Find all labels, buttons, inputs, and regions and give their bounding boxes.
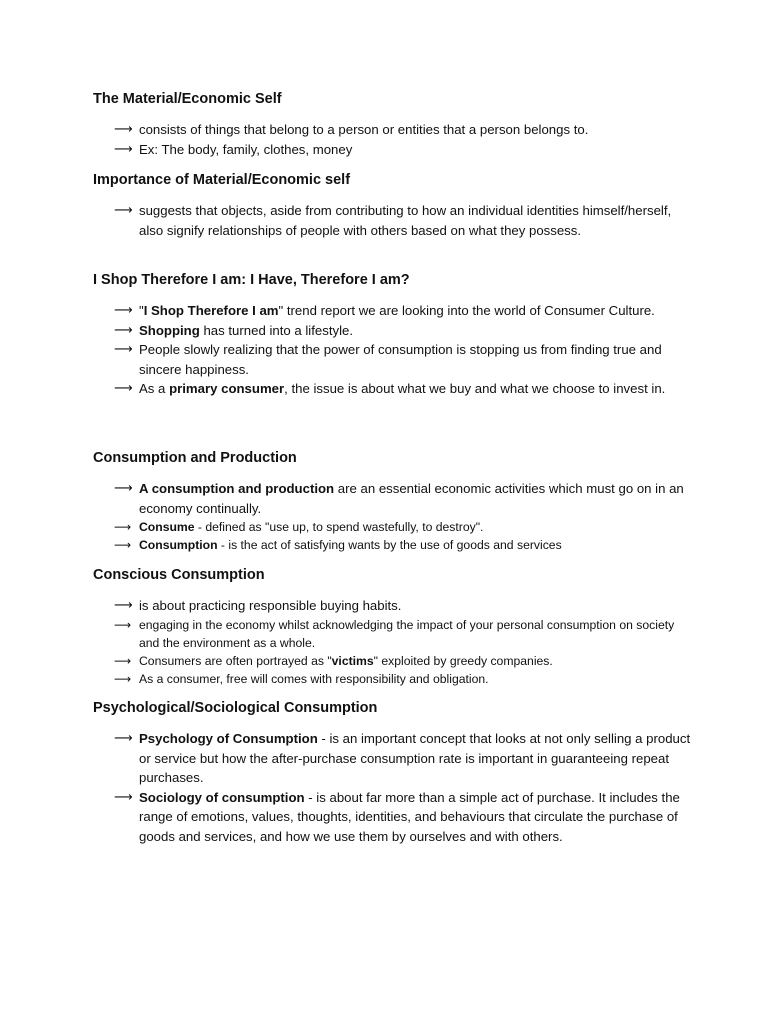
bullet-text-suffix: " exploited by greedy companies. (373, 653, 553, 668)
arrow-bullet-icon: ⟶ (114, 342, 133, 357)
bullet-bold-term: Consumption (139, 538, 218, 552)
bullet-text-suffix: - is the act of satisfying wants by the use of goods and services (217, 538, 562, 552)
section-material-economic-self (93, 89, 693, 159)
bullet-item (93, 536, 693, 554)
bullet-text: engaging in the economy whilst acknowledging the impact of your personal consumption on society and the environment as a whole. (139, 617, 675, 650)
bullet-list (93, 596, 693, 616)
bullet-text-suffix: " trend report we are looking into the world of Consumer Culture. (278, 303, 655, 318)
bullet-item (93, 120, 693, 140)
bullet-text: consists of things that belong to a person or entities that a person belongs to. (139, 122, 589, 137)
arrow-bullet-icon: ⟶ (114, 481, 133, 496)
bullet-text: People slowly realizing that the power of consumption is stopping us from finding true and sincere happiness. (139, 342, 662, 377)
bullet-text-suffix: - defined as "use up, to spend wastefully, to destroy". (194, 520, 484, 534)
bullet-item (93, 729, 693, 788)
bullet-text: Ex: The body, family, clothes, money (139, 141, 353, 157)
bullet-text-prefix: Consumers are often portrayed as " (139, 653, 332, 668)
section-heading: The Material/Economic Self (93, 91, 282, 107)
bullet-text: As a consumer, free will comes with responsibility and obligation. (139, 671, 489, 686)
bullet-bold-term: primary consumer (169, 381, 285, 396)
bullet-bold-term: victims (331, 653, 374, 668)
bullet-item (93, 321, 693, 341)
bullet-item (93, 652, 693, 670)
section-heading: I Shop Therefore I am: I Have, Therefore I am? (93, 272, 410, 288)
bullet-text-prefix: " (139, 303, 144, 318)
section-i-shop-therefore-i-am (93, 270, 693, 399)
section-heading: Consumption and Production (93, 450, 297, 466)
arrow-bullet-icon: ⟶ (114, 122, 133, 137)
bullet-bold-term: Shopping (139, 322, 200, 338)
arrow-bullet-icon: ⟶ (114, 538, 132, 552)
section-heading: Psychological/Sociological Consumption (93, 700, 378, 716)
bullet-text: suggests that objects, aside from contributing to how an individual identities himself/herself, also signify relationships of people with others based on what they possess. (139, 203, 672, 238)
bullet-item (93, 670, 693, 688)
bullet-bold-term: I Shop Therefore I am (143, 303, 279, 318)
bullet-item (93, 301, 693, 321)
bullet-list (93, 120, 693, 159)
bullet-text-suffix: , the issue is about what we buy and what we choose to invest in. (284, 381, 666, 396)
bullet-item (93, 616, 693, 652)
bullet-item (93, 140, 693, 160)
section-psychological-sociological-consumption (93, 698, 693, 846)
bullet-item (93, 201, 693, 240)
arrow-bullet-icon: ⟶ (114, 381, 133, 396)
bullet-item (93, 518, 693, 536)
bullet-list (93, 201, 693, 240)
section-importance-material-self (93, 170, 693, 240)
bullet-item (93, 479, 693, 518)
arrow-bullet-icon: ⟶ (114, 789, 133, 805)
bullet-list (93, 518, 693, 554)
arrow-bullet-icon: ⟶ (114, 520, 132, 534)
arrow-bullet-icon: ⟶ (114, 653, 132, 668)
bullet-item (93, 596, 693, 616)
bullet-item (93, 788, 693, 847)
bullet-text-suffix: - is about far more than a simple act of purchase. It includes the range of emotions, values, thoughts, identities, and behaviours that circulate the purchase of goods and services, and how we use them by ourselves and with others. (139, 789, 680, 844)
section-heading: Conscious Consumption (93, 567, 265, 583)
arrow-bullet-icon: ⟶ (114, 322, 133, 338)
bullet-text-prefix: As a (139, 381, 170, 396)
bullet-bold-term: A consumption and production (139, 481, 335, 496)
arrow-bullet-icon: ⟶ (114, 303, 133, 318)
arrow-bullet-icon: ⟶ (114, 617, 132, 632)
section-conscious-consumption (93, 565, 693, 688)
arrow-bullet-icon: ⟶ (114, 671, 132, 686)
bullet-item (93, 340, 693, 379)
bullet-bold-term: Consume (139, 520, 195, 534)
bullet-text-suffix: are an essential economic activities which must go on in an economy continually. (139, 481, 684, 516)
bullet-list (93, 729, 693, 846)
bullet-text-suffix: - is an important concept that looks at not only selling a product or service but how the after-purchase consumption rate is important in guaranteeing repeat purchases. (139, 731, 691, 785)
bullet-list (93, 616, 693, 688)
arrow-bullet-icon: ⟶ (114, 141, 133, 157)
section-heading: Importance of Material/Economic self (93, 172, 351, 188)
arrow-bullet-icon: ⟶ (114, 598, 133, 613)
bullet-text: is about practicing responsible buying habits. (139, 598, 402, 613)
bullet-bold-term: Psychology of Consumption (139, 731, 318, 746)
bullet-item (93, 379, 693, 399)
bullet-bold-term: Sociology of consumption (139, 789, 305, 805)
section-consumption-and-production (93, 448, 693, 554)
bullet-text-suffix: has turned into a lifestyle. (199, 322, 354, 338)
bullet-list (93, 479, 693, 518)
arrow-bullet-icon: ⟶ (114, 203, 133, 218)
bullet-list (93, 301, 693, 399)
arrow-bullet-icon: ⟶ (114, 731, 133, 746)
